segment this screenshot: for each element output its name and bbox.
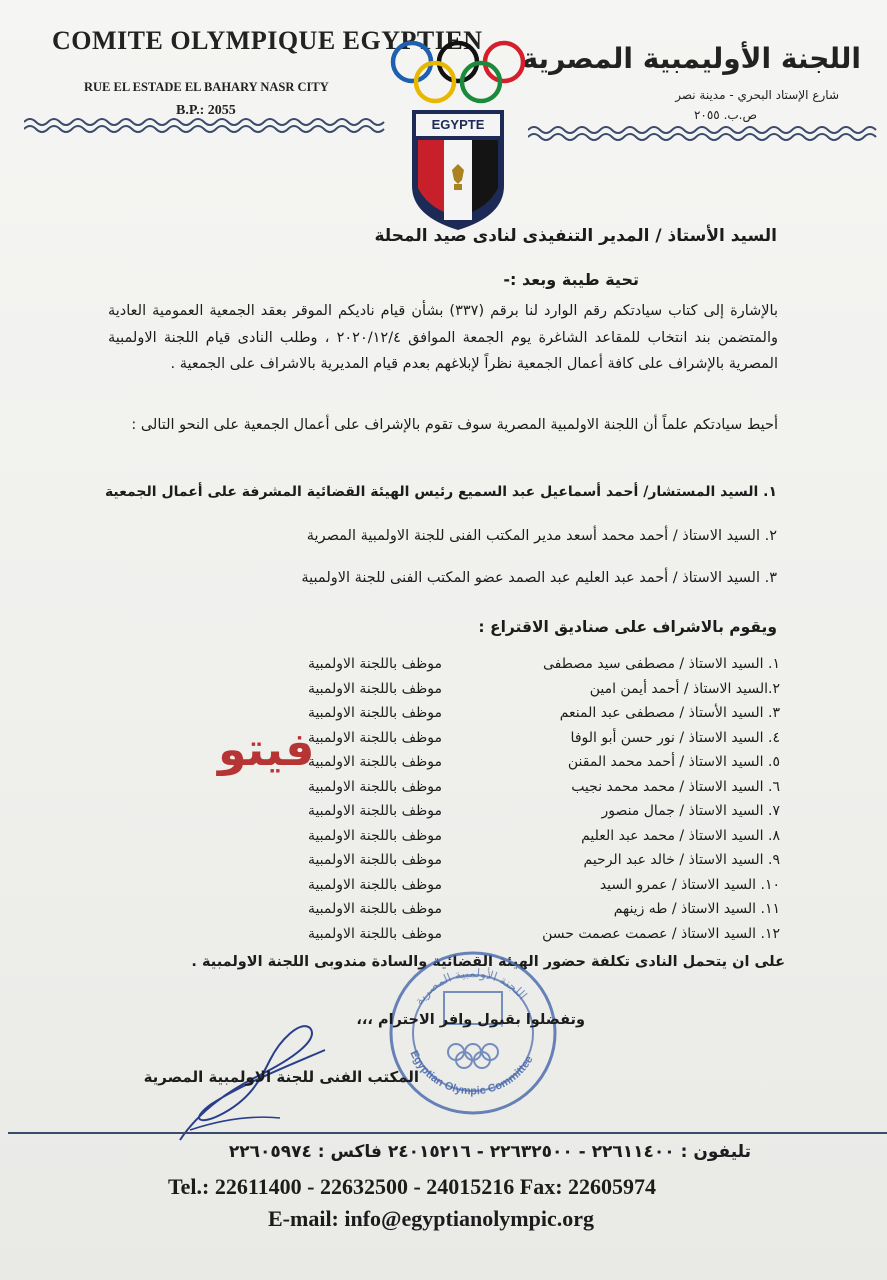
staff-role: موظف باللجنة الاولمبية <box>307 680 442 697</box>
list-item <box>0 926 887 950</box>
staff-role: موظف باللجنة الاولمبية <box>307 827 442 844</box>
footer-email: E-mail: info@egyptianolympic.org <box>268 1206 595 1231</box>
letterhead-ar-name: اللجنة الأوليمبية المصرية <box>521 42 861 75</box>
supervisor-item-1: ١. السيد المستشار/ أحمد أسماعيل عبد السميع رئيس الهيئة القضائية المشرفة على أعمال الجمعية <box>104 484 777 500</box>
staff-role: موظف باللجنة الاولمبية <box>307 852 442 868</box>
closing-line: وتفضلوا بقبول وافر الاحترام ،،، <box>356 1012 585 1028</box>
wave-decoration-left <box>24 116 390 136</box>
egypte-shield-emblem <box>408 108 508 232</box>
staff-name: ١. السيد الاستاذ / مصطفى سيد مصطفى <box>543 656 780 672</box>
list-item <box>0 803 887 827</box>
staff-role: موظف باللجنة الاولمبية <box>307 901 442 917</box>
list-item <box>0 828 887 852</box>
ballot-staff-list <box>0 656 887 956</box>
staff-role: موظف باللجنة الاولمبية <box>307 925 442 942</box>
staff-role: موظف باللجنة الاولمبية <box>307 778 442 795</box>
greeting: تحية طيبة وبعد :- <box>503 270 639 289</box>
staff-name: ٦. السيد الاستاذ / محمد محمد نجيب <box>571 778 780 795</box>
staff-name: ١٢. السيد الاستاذ / عصمت عصمت حسن <box>542 925 780 942</box>
watermark-logo: فيتو <box>218 722 315 776</box>
cost-note: على ان يتحمل النادى تكلفة حضور الهيئة القضائية والسادة مندوبى اللجنة الاولمبية . <box>191 954 785 970</box>
staff-name: ٧. السيد الاستاذ / جمال منصور <box>601 803 780 819</box>
staff-role: موظف باللجنة الاولمبية <box>307 656 442 672</box>
ballot-heading: ويقوم بالاشراف على صناديق الاقتراع : <box>478 618 777 636</box>
letterhead-ar-address: شارع الإستاد البحري - مدينة نصر <box>675 88 839 102</box>
staff-role: موظف باللجنة الاولمبية <box>307 754 442 770</box>
recipient-line: السيد الأستاذ / المدير التنفيذى لنادى صيد المحلة <box>374 226 777 246</box>
staff-name: ٥. السيد الاستاذ / أحمد محمد المقنن <box>567 754 780 770</box>
list-item <box>0 901 887 925</box>
signature-block: المكتب الفنى للجنة الاولمبية المصرية <box>143 1068 419 1086</box>
stamp-ring-text: Egyptian Olympic Committee <box>407 1048 536 1098</box>
staff-role: موظف باللجنة الاولمبية <box>307 729 442 746</box>
list-item <box>0 730 887 754</box>
list-item <box>0 877 887 901</box>
staff-name: ١١. السيد الاستاذ / طه زينهم <box>613 901 780 917</box>
list-item <box>0 681 887 705</box>
staff-role: موظف باللجنة الاولمبية <box>307 876 442 893</box>
staff-name: ٢.السيد الاستاذ / أحمد أيمن امين <box>589 680 780 697</box>
letterhead-fr-address: RUE EL ESTADE EL BAHARY NASR CITY <box>84 80 329 94</box>
paragraph-main: بالإشارة إلى كتاب سيادتكم رقم الوارد لنا برقم (٣٣٧) بشأن قيام ناديكم الموقر بعقد الجمعية العمومية العادية والمتضمن بند انتخاب للمقاعد الشاغرة يوم الجمعة الموافق ٢٠٢٠/١٢/٤ ، وطلب النادى قيام اللجنة الاولمبية المصرية بالإشراف على كافة أعمال الجمعية نظراً لإبلاغهم بعدم قيام المديرية بالاشراف على الجمعية . <box>108 303 779 372</box>
stamp-ar-text: اللجنة الأولمبية المصرية <box>411 966 530 1008</box>
staff-name: ٩. السيد الاستاذ / خالد عبد الرحيم <box>583 852 780 868</box>
staff-name: ١٠. السيد الاستاذ / عمرو السيد <box>599 876 780 893</box>
olympic-rings-icon <box>388 38 528 104</box>
list-item <box>0 705 887 729</box>
wave-decoration-right <box>528 124 880 144</box>
staff-name: ٣. السيد الأستاذ / مصطفى عبد المنعم <box>559 705 780 721</box>
letterhead-ar-pobox: ص.ب. ٢٠٥٥ <box>693 108 757 122</box>
list-item <box>0 754 887 778</box>
letterhead-fr-pobox: B.P.: 2055 <box>176 103 236 118</box>
supervisor-item-2: ٢. السيد الاستاذ / أحمد محمد أسعد مدير المكتب الفنى للجنة الاولمبية المصرية <box>306 528 777 544</box>
staff-role: موظف باللجنة الاولمبية <box>307 803 442 819</box>
footer-phone: Tel.: 22611400 - 22632500 - 24015216 Fax: 22605974 <box>168 1174 657 1199</box>
footer-divider <box>8 1132 887 1134</box>
staff-role: موظف باللجنة الاولمبية <box>307 705 442 721</box>
svg-text:اللجنة الأولمبية المصرية <box>412 966 530 1007</box>
paragraph-supervision: أحيط سيادتكم علماً أن اللجنة الاولمبية المصرية سوف تقوم بالإشراف على أعمال الجمعية على النحو التالى : <box>131 417 778 433</box>
emblem-label: EGYPTE <box>431 117 485 132</box>
supervisor-item-3: ٣. السيد الاستاذ / أحمد عبد العليم عبد الصمد عضو المكتب الفنى للجنة الاولمبية <box>301 570 777 586</box>
staff-name: ٤. السيد الاستاذ / نور حسن أبو الوفا <box>570 729 780 746</box>
list-item <box>0 779 887 803</box>
list-item <box>0 852 887 876</box>
stamp-rings-icon <box>448 1044 498 1068</box>
footer-phone-ar: تليفون : ٢٢٦١١٤٠٠ - ٢٢٦٣٢٥٠٠ - ٢٤٠١٥٢١٦ فاكس : ٢٢٦٠٥٩٧٤ <box>228 1142 751 1162</box>
list-item <box>0 656 887 680</box>
letterhead-fr-name: COMITE OLYMPIQUE EGYPTIEN <box>52 26 483 55</box>
staff-name: ٨. السيد الاستاذ / محمد عبد العليم <box>581 827 780 844</box>
official-stamp <box>386 948 560 1118</box>
